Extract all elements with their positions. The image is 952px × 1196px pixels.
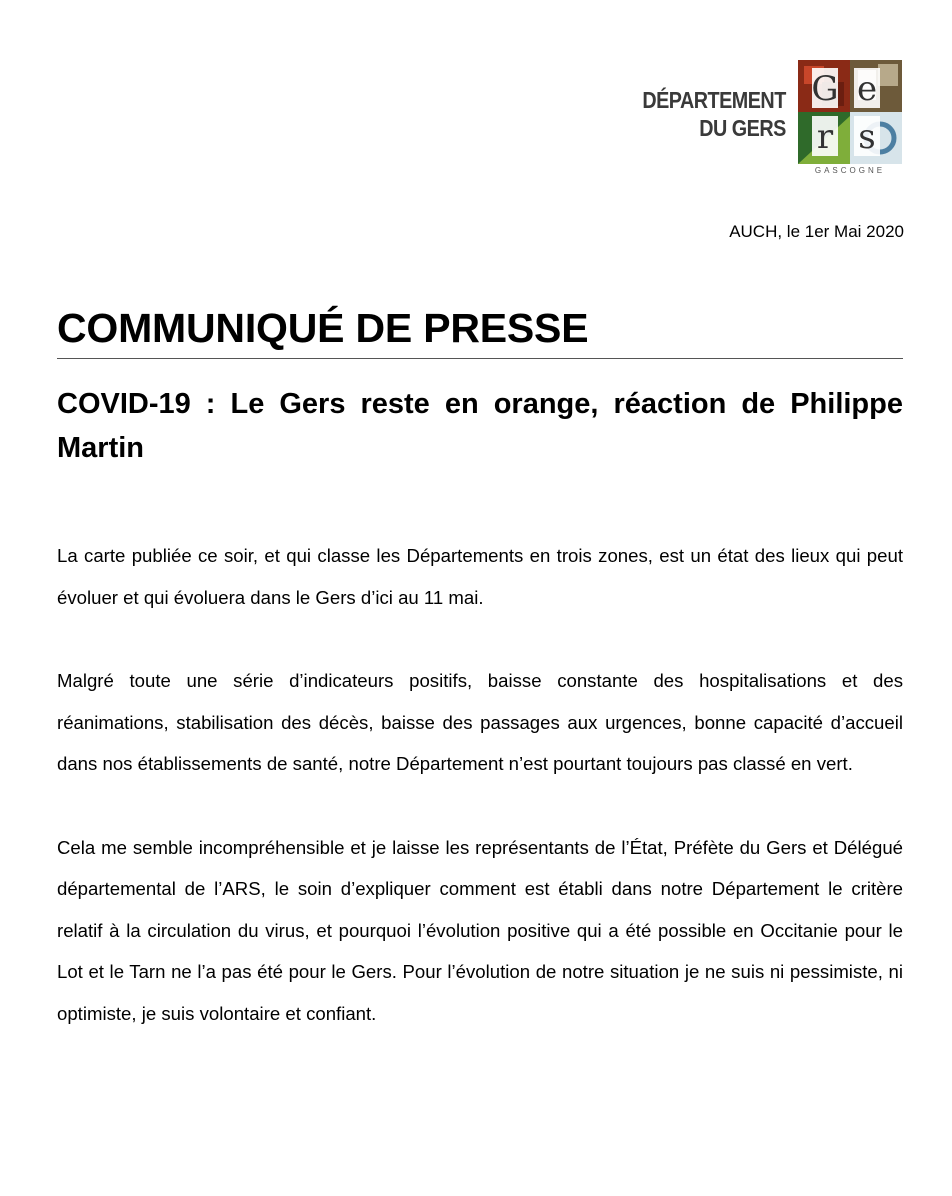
department-logo	[636, 60, 906, 180]
paragraph-1: La carte publiée ce soir, et qui classe les Départements en trois zones, est un état des lieux qui peut évoluer et qui évoluera dans le Gers d’ici au 11 mai.	[57, 545, 903, 608]
logo-line-1: DÉPARTEMENT	[642, 87, 786, 113]
document-title: COMMUNIQUÉ DE PRESSE	[57, 302, 903, 359]
logo-wordmark	[643, 86, 786, 142]
document-subtitle: COVID-19 : Le Gers reste en orange, réaction de Philippe Martin	[57, 388, 903, 464]
paragraph-3: Cela me semble incompréhensible et je laisse les représentants de l’État, Préfète du Gers et Délégué départemental de l’ARS, le soin d’expliquer comment est établi dans notre Département le critère relatif à la circulation du virus, et pourquoi l’évolution positive qui a été possible en Occitanie pour le Lot et le Tarn ne l’a pas été pour le Gers. Pour l’évolution de notre situation je ne suis ni pessimiste, ni optimiste, je suis volontaire et confiant.	[57, 836, 903, 1024]
mosaic-letter-3: r	[816, 117, 834, 157]
gers-mosaic-icon	[798, 60, 902, 164]
document-body	[57, 535, 903, 1076]
press-release-date: AUCH, le 1er Mai 2020	[729, 222, 904, 241]
logo-tagline: GASCOGNE	[814, 166, 886, 175]
mosaic-letter-1: G	[811, 69, 839, 109]
mosaic-letter-2: e	[856, 69, 878, 109]
paragraph-2: Malgré toute une série d’indicateurs positifs, baisse constante des hospitalisations et des réanimations, stabilisation des décès, baisse des passages aux urgences, bonne capacité d’accueil dans nos établissements de santé, notre Département n’est pourtant toujours pas classé en vert.	[57, 670, 903, 774]
logo-line-2: DU GERS	[699, 115, 786, 141]
mosaic-letter-4: s	[858, 117, 876, 157]
